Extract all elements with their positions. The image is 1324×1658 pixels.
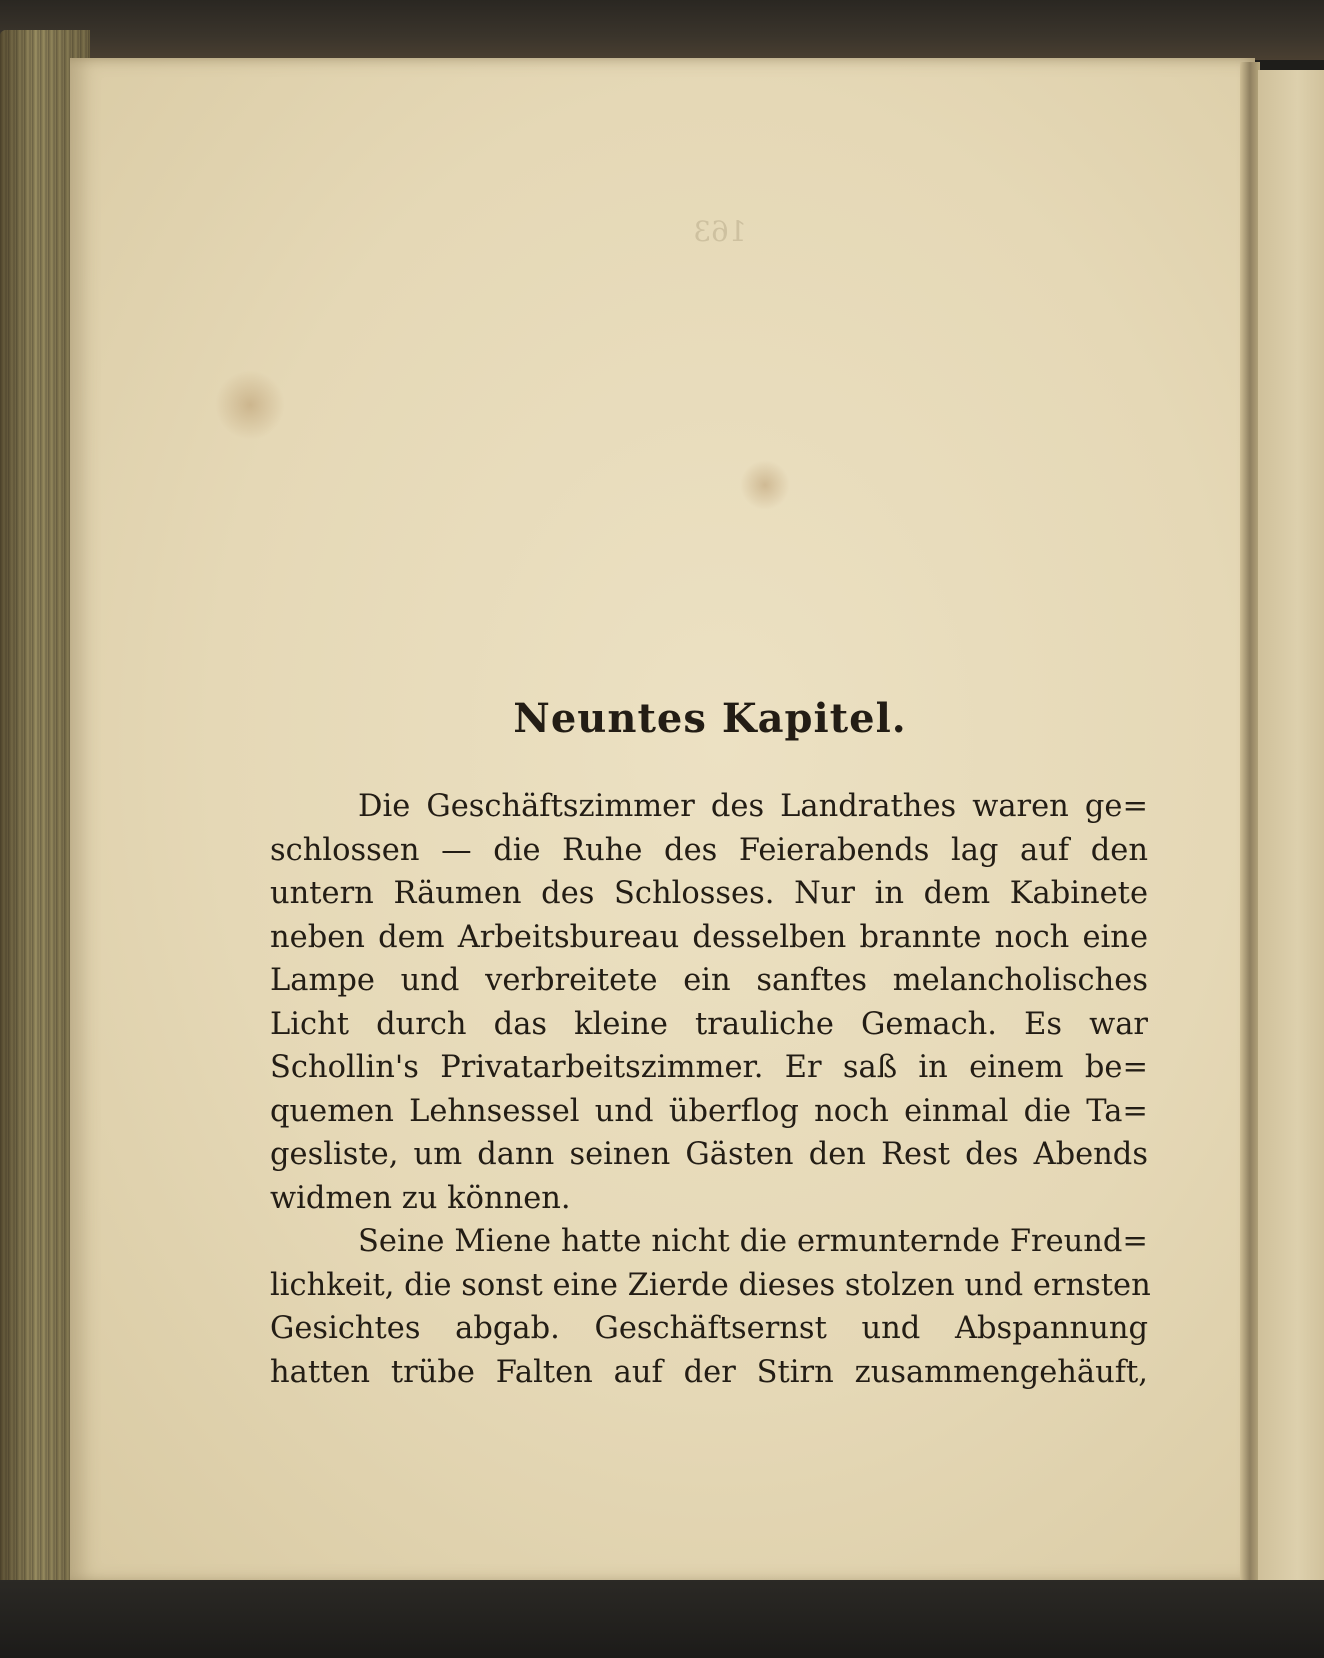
paper-stain <box>740 460 790 510</box>
show-through-page-number: 163 <box>693 215 747 248</box>
text-line: Gesichtes abgab. Geschäftsernst und Abspannung <box>270 1311 1148 1346</box>
text-line: widmen zu können. <box>270 1180 571 1216</box>
text-line: Schollin's Privatarbeitszimmer. Er saß in einem be= <box>270 1050 1148 1085</box>
body-text <box>270 785 1151 1394</box>
facing-page-edge <box>1258 70 1324 1580</box>
text-line: Die Geschäftszimmer des Landrathes waren ge= <box>358 789 1148 824</box>
text-line: Seine Miene hatte nicht die ermunternde Freund= <box>358 1224 1148 1259</box>
book-gutter <box>1240 62 1260 1582</box>
text-line: hatten trübe Falten auf der Stirn zusammengehäuft, <box>270 1354 1148 1390</box>
text-line: schlossen — die Ruhe des Feierabends lag auf den <box>270 832 1148 868</box>
book-cover-top <box>0 0 1324 60</box>
text-line: lichkeit, die sonst eine Zierde dieses stolzen und ernsten <box>270 1267 1151 1303</box>
text-line: Lampe und verbreitete ein sanftes melancholisches <box>270 963 1148 998</box>
text-line: gesliste, um dann seinen Gästen den Rest des Abends <box>270 1137 1148 1172</box>
text-line: untern Räumen des Schlosses. Nur in dem Kabinete <box>270 876 1148 911</box>
paper-stain <box>215 370 285 440</box>
chapter-title: Neuntes Kapitel. <box>513 695 907 742</box>
text-line: Licht durch das kleine trauliche Gemach. Es war <box>270 1006 1148 1042</box>
text-line: quemen Lehnsessel und überflog noch einmal die Ta= <box>270 1093 1148 1129</box>
text-line: neben dem Arbeitsbureau desselben brannte noch eine <box>270 919 1148 955</box>
book-cover-bottom <box>0 1580 1324 1658</box>
